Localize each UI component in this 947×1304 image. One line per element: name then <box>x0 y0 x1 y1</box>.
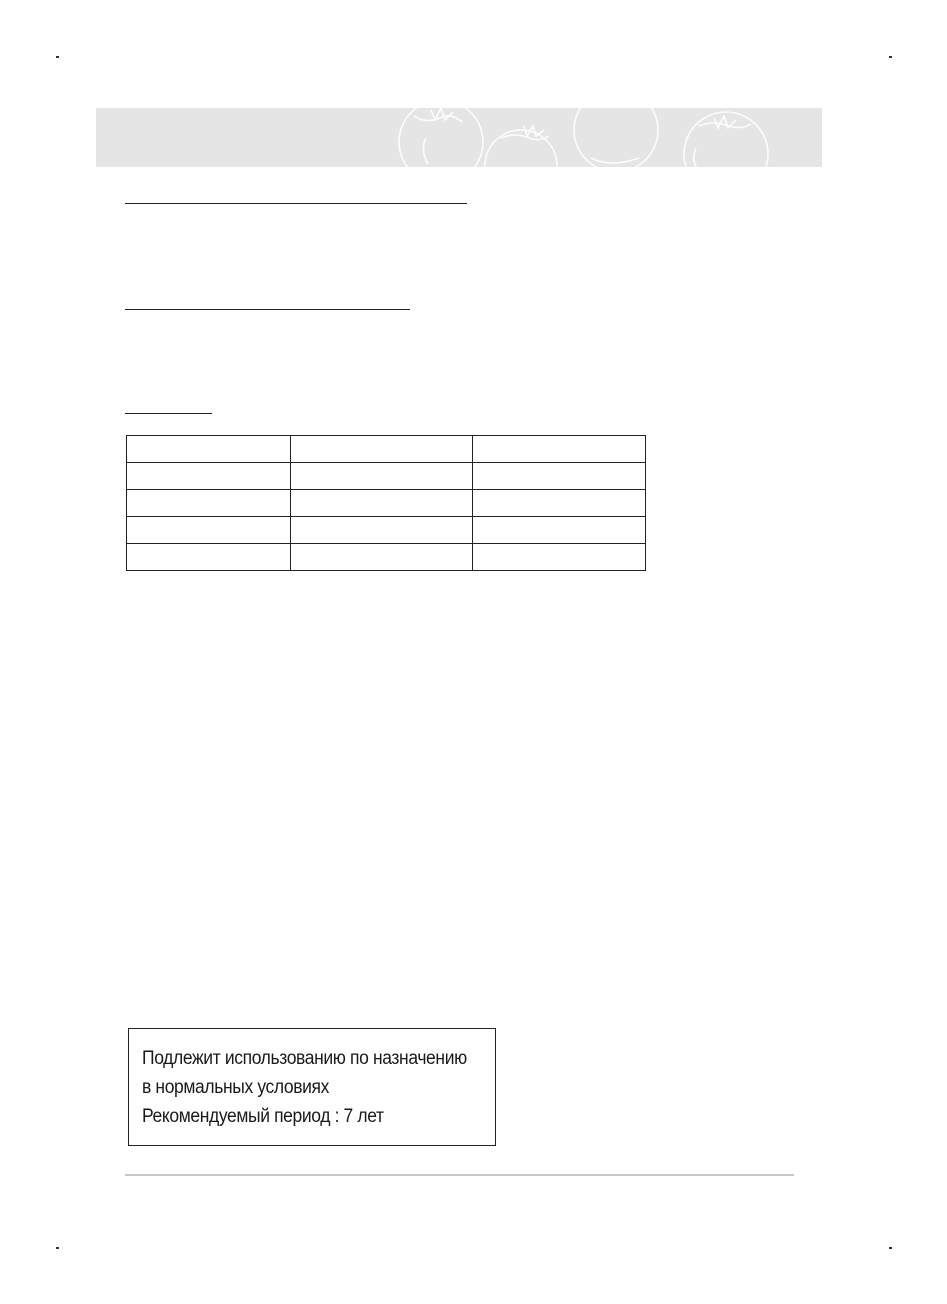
table-row <box>127 517 646 544</box>
usage-notice-box <box>128 1028 496 1146</box>
header-band <box>96 108 822 167</box>
crop-mark-bottom-right <box>889 1247 892 1249</box>
crop-mark-bottom-left <box>56 1247 59 1249</box>
table-cell <box>127 463 291 490</box>
section-2-heading-underline <box>125 309 410 310</box>
table-cell <box>291 490 473 517</box>
section-1-heading-underline <box>125 203 467 204</box>
notice-line-2: в нормальных условиях <box>142 1077 330 1098</box>
table-cell <box>473 463 646 490</box>
table-cell <box>291 544 473 571</box>
table-cell <box>291 517 473 544</box>
table-cell <box>473 490 646 517</box>
table-cell <box>291 463 473 490</box>
table-row <box>127 436 646 463</box>
tomato-decoration-icon <box>96 108 822 167</box>
crop-mark-top-left <box>56 56 59 58</box>
table-cell <box>127 517 291 544</box>
table-cell <box>127 544 291 571</box>
footer-rule <box>125 1174 794 1176</box>
table-row <box>127 490 646 517</box>
notice-line-1: Подлежит использованию по назначению <box>142 1048 467 1069</box>
crop-mark-top-right <box>889 56 892 58</box>
table-row <box>127 463 646 490</box>
table-cell <box>473 544 646 571</box>
table-cell <box>127 436 291 463</box>
table-cell <box>291 436 473 463</box>
table-row <box>127 544 646 571</box>
section-3-heading-underline <box>125 413 212 414</box>
notice-line-3: Рекомендуемый период : 7 лет <box>142 1106 384 1127</box>
table-cell <box>127 490 291 517</box>
table-cell <box>473 517 646 544</box>
spec-table <box>126 435 646 571</box>
table-cell <box>473 436 646 463</box>
